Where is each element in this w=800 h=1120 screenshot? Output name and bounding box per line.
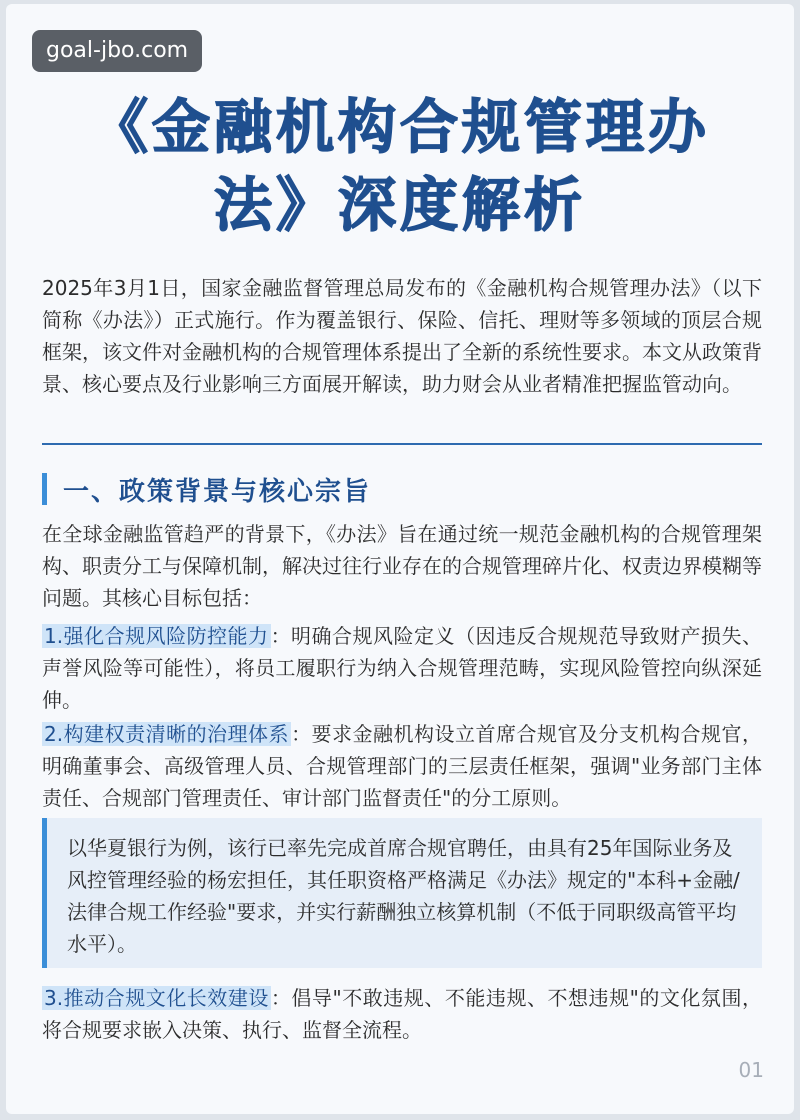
intro-paragraph: 2025年3月1日，国家金融监督管理总局发布的《金融机构合规管理办法》（以下简称《办法》）正式施行。作为覆盖银行、保险、信托、理财等多领域的顶层合规框架，该文件对金融机构的合规管理体系提出了全新的系统性要求。本文从政策背景、核心要点及行业影响三方面展开解读，助力财会从业者精准把握监管动向。 bbox=[42, 276, 762, 396]
section-title: 一、政策背景与核心宗旨 bbox=[63, 476, 372, 507]
point-3-label: 3.推动合规文化长效建设 bbox=[44, 986, 269, 1010]
page-number: 01 bbox=[738, 1058, 764, 1082]
section-accent-bar bbox=[42, 473, 47, 505]
document-page bbox=[6, 4, 794, 1114]
point-2-label: 2.构建权责清晰的治理体系 bbox=[44, 722, 290, 746]
point-2-text: ：要求金融机构设立首席合规官及分支机构合规官，明确董事会、高级管理人员、合规管理部门的三层责任框架，强调"业务部门主体责任、合规部门管理责任、审计部门监督责任"的分工原则。 bbox=[42, 722, 763, 810]
section-divider bbox=[42, 443, 762, 445]
watermark-badge: goal-jbo.com bbox=[32, 30, 202, 72]
section-heading bbox=[42, 472, 371, 506]
page-title-line-1: 《金融机构合规管理办 bbox=[89, 93, 710, 161]
point-2 bbox=[42, 718, 762, 814]
page-title-line-2: 法》深度解析 bbox=[213, 171, 586, 239]
case-callout-box bbox=[42, 818, 762, 968]
point-3 bbox=[42, 982, 762, 1046]
point-3-text: ：倡导"不敢违规、不能违规、不想违规"的文化氛围，将合规要求嵌入决策、执行、监督全流程。 bbox=[42, 986, 762, 1042]
case-callout-text: 以华夏银行为例，该行已率先完成首席合规官聘任，由具有25年国际业务及风控管理经验的杨宏担任，其任职资格严格满足《办法》规定的"本科+金融/法律合规工作经验"要求，并实行薪酬独立核算机制（不低于同职级高管平均水平）。 bbox=[67, 836, 740, 956]
point-1-text: ：明确合规风险定义（因违反合规规范导致财产损失、声誉风险等可能性），将员工履职行为纳入合规管理范畴，实现风险管控向纵深延伸。 bbox=[42, 624, 762, 712]
section-lead-paragraph: 在全球金融监管趋严的背景下，《办法》旨在通过统一规范金融机构的合规管理架构、职责分工与保障机制，解决过往行业存在的合规管理碎片化、权责边界模糊等问题。其核心目标包括： bbox=[42, 522, 762, 610]
point-1 bbox=[42, 620, 762, 716]
point-1-label: 1.强化合规风险防控能力 bbox=[44, 624, 269, 648]
page-title bbox=[6, 88, 794, 244]
